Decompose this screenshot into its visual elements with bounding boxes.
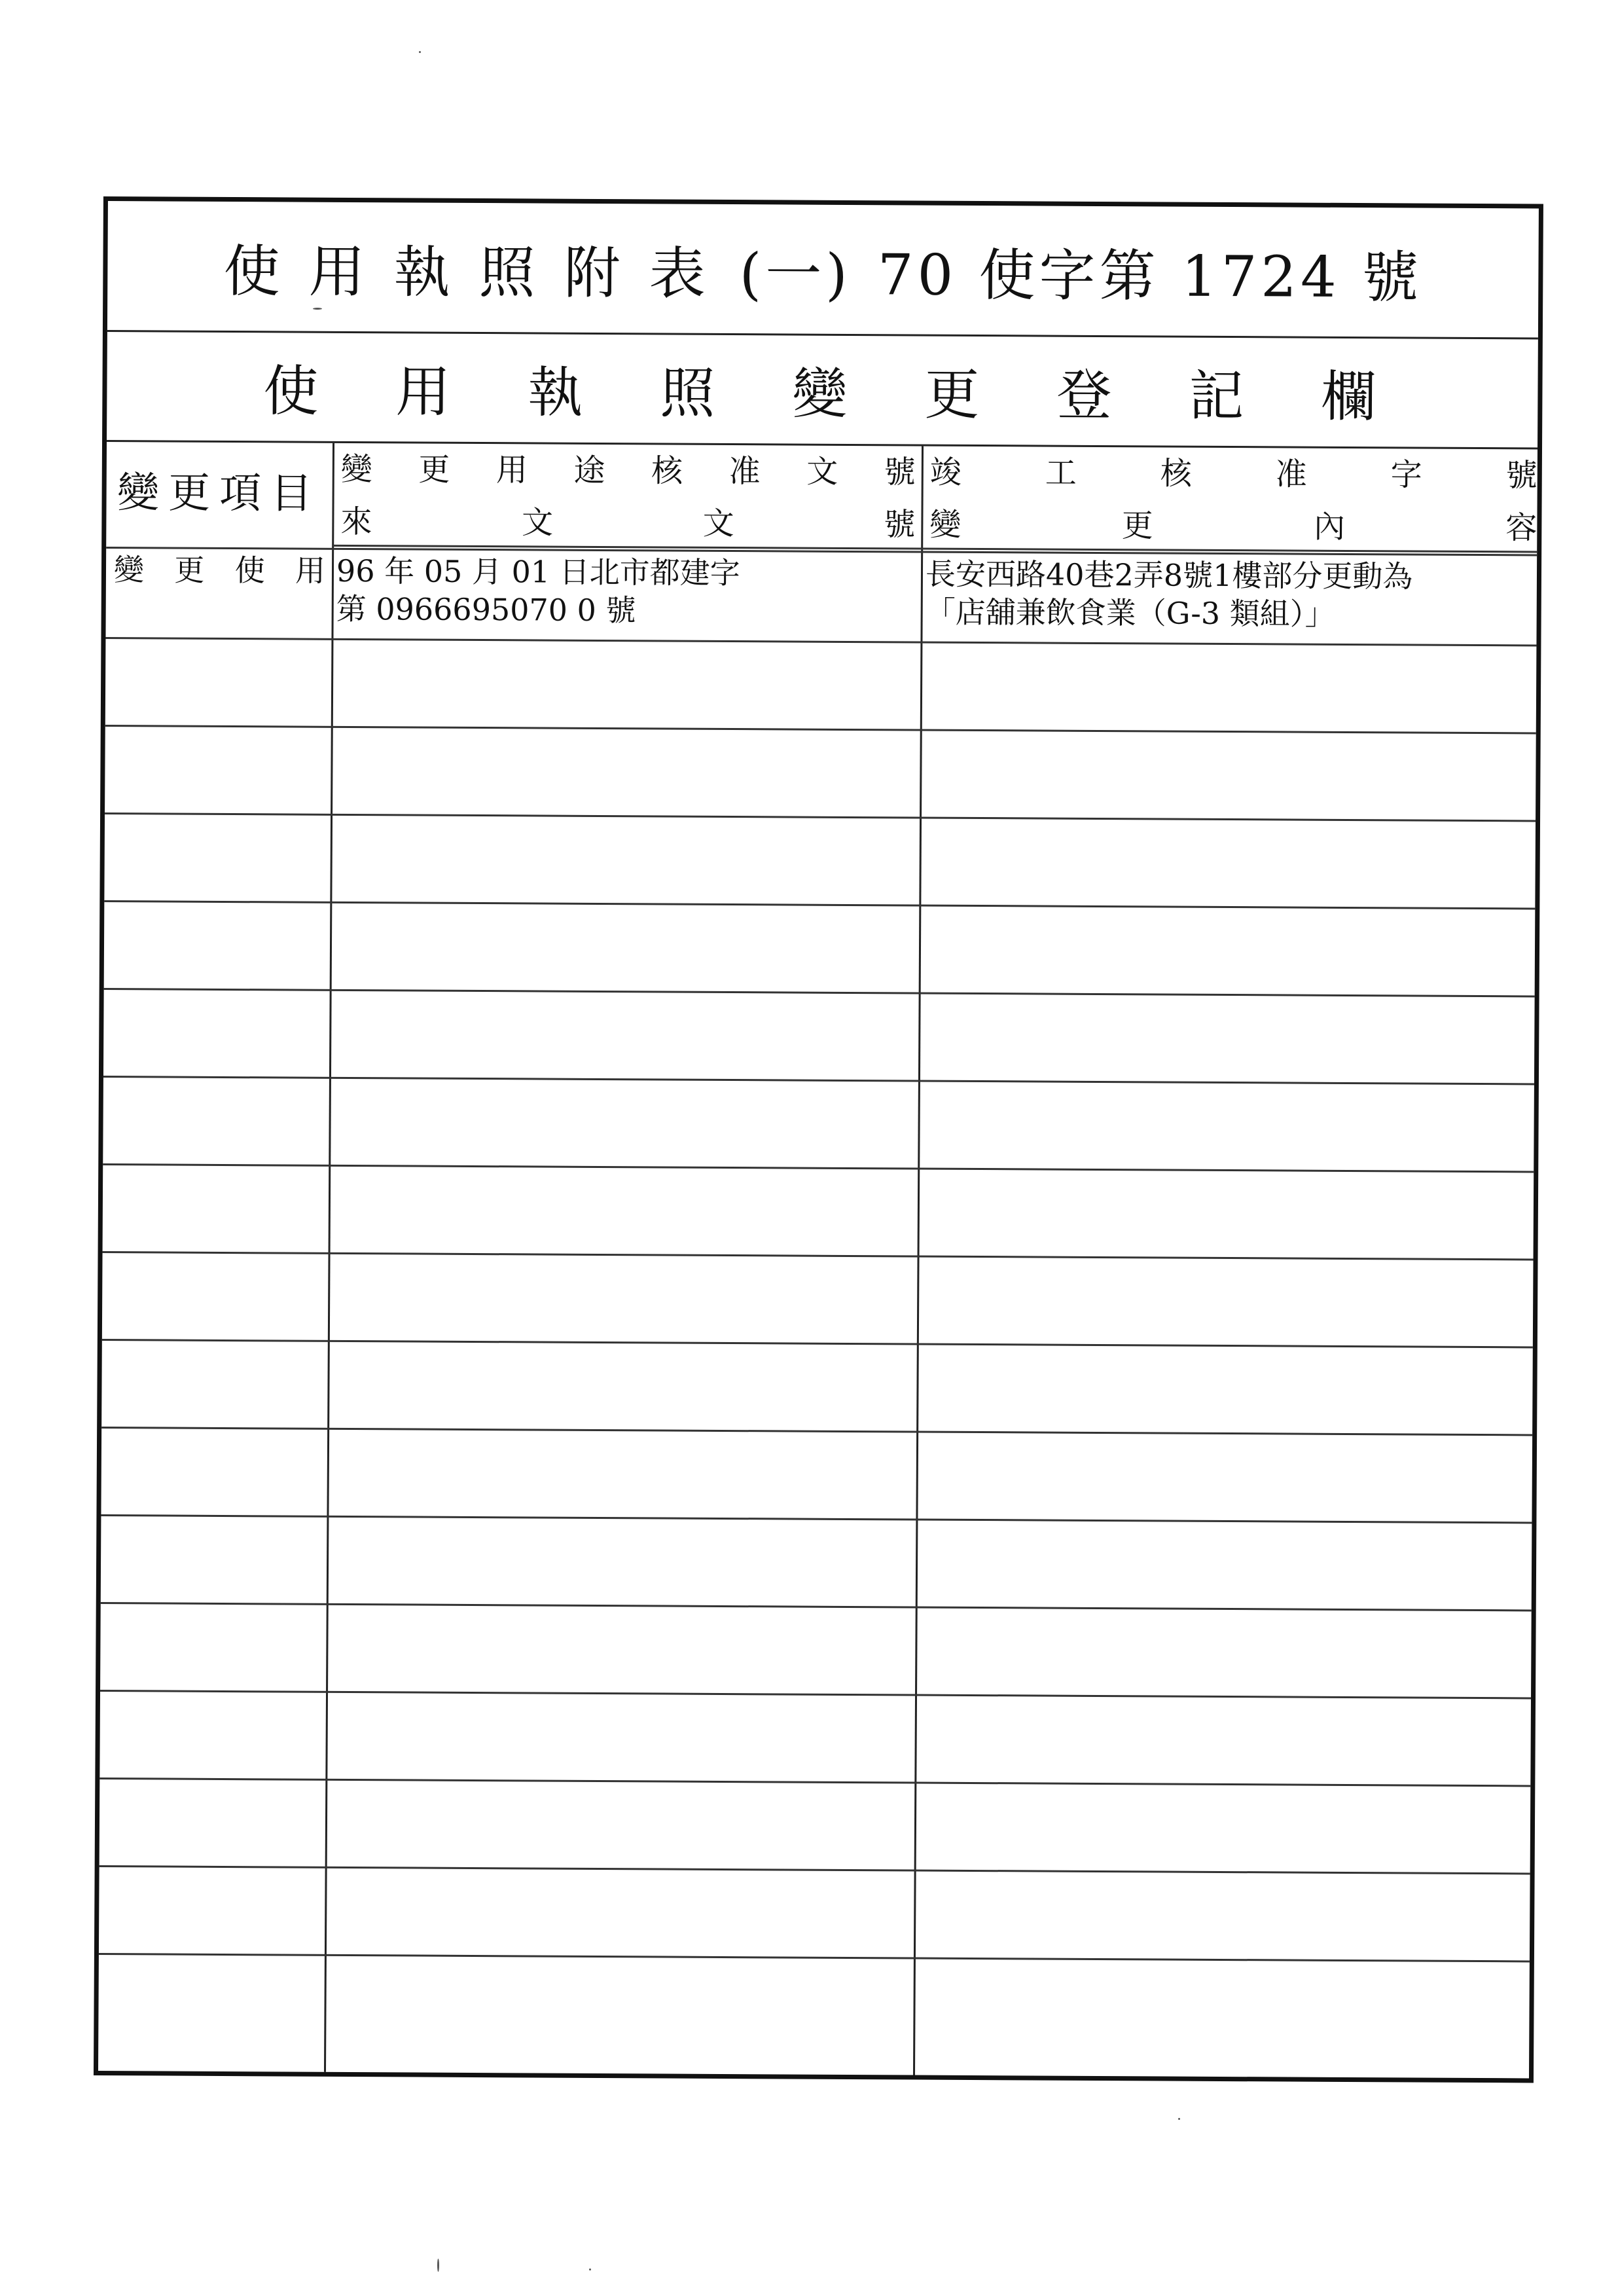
glyph: 用 — [295, 553, 326, 589]
section-heading-row — [107, 332, 1538, 449]
column-divider — [913, 446, 924, 2075]
row-1-doc-line2 — [336, 592, 919, 629]
glyph: 更 — [418, 451, 450, 488]
glyph: 來 — [340, 503, 372, 541]
glyph: 工 — [1045, 454, 1077, 492]
glyph: 文 — [702, 505, 734, 543]
glyph: 變 — [340, 450, 372, 488]
scan-speck — [1178, 2118, 1180, 2120]
row-divider — [105, 725, 1536, 734]
section-heading: 使用執照變更登記欄 — [263, 359, 1454, 429]
row-divider — [103, 1076, 1534, 1085]
row-1-item-label — [110, 552, 329, 589]
glyph: 文 — [521, 504, 554, 541]
row-divider — [101, 1427, 1532, 1436]
header-change-content-label — [926, 506, 1541, 547]
row-1-doc-line2-text: 第 0966695070 0 號 — [336, 591, 636, 629]
header-change-item-label: 變更項目 — [117, 468, 322, 519]
header-change-content — [926, 505, 1541, 548]
glyph: 准 — [728, 453, 761, 490]
column-divider — [324, 443, 334, 2072]
glyph: 字 — [1390, 456, 1422, 494]
row-divider — [103, 1251, 1534, 1260]
row-1-doc-line1 — [336, 555, 919, 591]
row-1-content-line2-text: 「店舖兼飲食業（G-3 類組）」 — [925, 594, 1335, 632]
glyph: 准 — [1275, 456, 1307, 493]
glyph: 用 — [495, 452, 528, 489]
row-divider — [99, 1865, 1530, 1874]
row-divider — [101, 1514, 1532, 1523]
glyph: 更 — [1121, 507, 1153, 545]
row-divider — [101, 1602, 1532, 1611]
row-divider — [100, 1690, 1531, 1699]
glyph: 號 — [884, 506, 916, 543]
header-completion-number-label — [926, 454, 1541, 494]
change-register-table — [98, 442, 1537, 2078]
glyph: 途 — [573, 452, 605, 490]
glyph: 核 — [1160, 455, 1192, 492]
scan-speck — [437, 2259, 439, 2272]
form-title — [223, 225, 1422, 313]
glyph: 使 — [234, 553, 265, 589]
header-change-item — [106, 442, 333, 545]
header-approval-number — [337, 450, 920, 492]
row-1-content-line1-text: 長安西路40巷2弄8號1樓部分更動為 — [925, 556, 1413, 594]
header-incoming-doc-number-label — [336, 503, 919, 543]
header-completion-number — [926, 453, 1541, 496]
glyph: 號 — [1505, 457, 1537, 494]
glyph: 更 — [174, 552, 205, 588]
glyph: 核 — [651, 452, 683, 490]
glyph: 內 — [1313, 508, 1346, 545]
row-divider — [99, 1777, 1530, 1787]
row-divider — [105, 812, 1536, 822]
row-divider — [103, 1163, 1534, 1173]
form-frame — [94, 196, 1543, 2083]
glyph: 號 — [884, 454, 916, 491]
row-divider — [104, 900, 1535, 909]
title-row — [107, 201, 1539, 339]
row-1-item — [110, 553, 329, 587]
row-divider — [104, 988, 1535, 997]
glyph: 文 — [806, 453, 838, 490]
row-1-content-line1 — [926, 558, 1541, 594]
title-paren: (一) — [739, 241, 852, 308]
glyph: 容 — [1505, 509, 1537, 547]
scan-speck — [419, 51, 421, 53]
glyph: 變 — [113, 552, 145, 588]
header-approval-number-label — [337, 450, 920, 491]
row-divider — [102, 1339, 1533, 1348]
permit-number: 70 使字第 1724 號 — [877, 242, 1423, 311]
title-main: 使用執照附表 — [223, 238, 734, 307]
row-divider — [105, 637, 1536, 646]
header-incoming-doc-number — [336, 502, 919, 545]
row-1-content-line2 — [926, 596, 1541, 632]
glyph: 變 — [929, 506, 962, 543]
glyph: 竣 — [929, 454, 962, 491]
row-1-doc-line1-text: 96 年 05 月 01 日北市都建字 — [336, 553, 740, 591]
scan-speck — [589, 2269, 591, 2270]
row-divider — [99, 1953, 1530, 1962]
